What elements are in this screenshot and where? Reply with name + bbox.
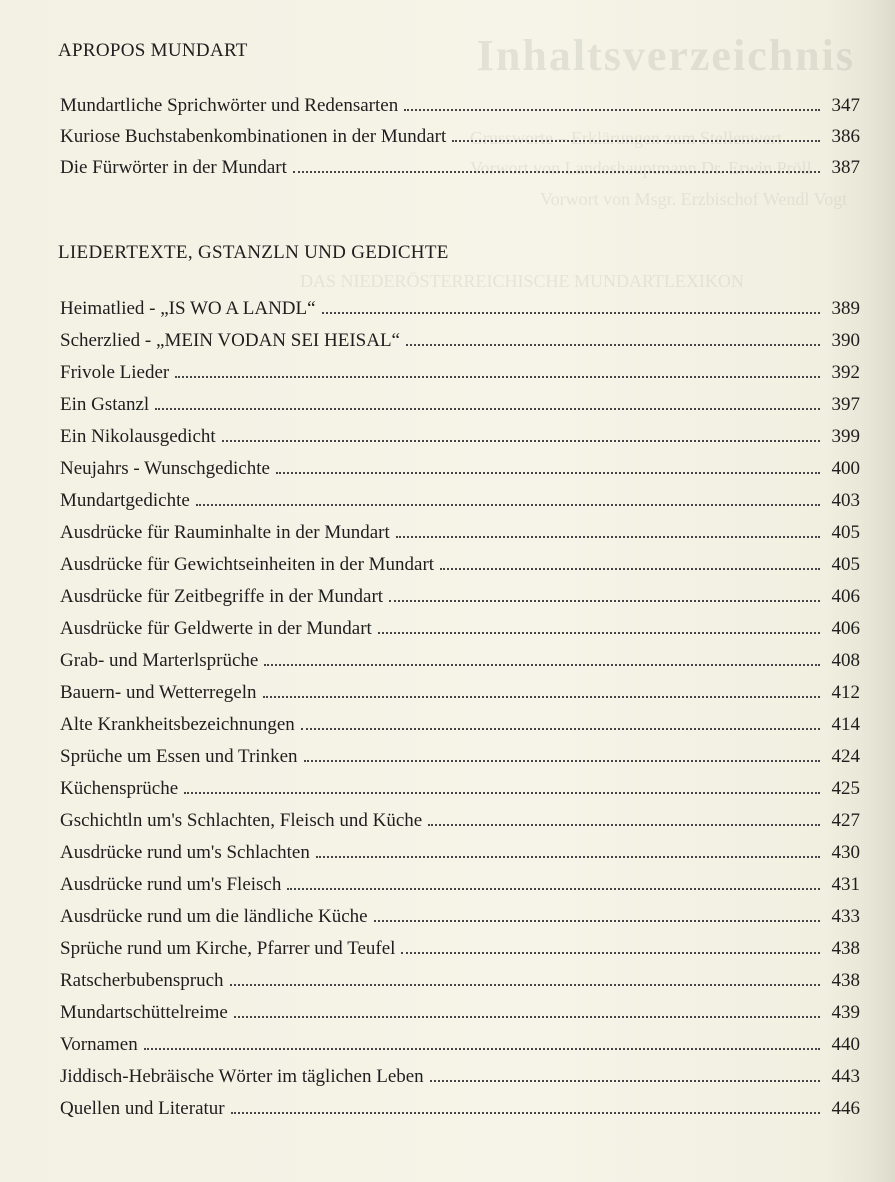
dot-leader [440,568,820,570]
dot-leader [222,440,820,442]
toc-entry-title: Scherzlied - „MEIN VODAN SEI HEISAL“ [60,330,400,351]
toc-entry-title: Mundartliche Sprichwörter und Redensarten [60,95,399,116]
dot-leader [404,109,820,111]
toc-entry-page: 403 [831,490,860,511]
toc-entry [60,738,860,768]
toc-entry [60,802,860,832]
toc-entry-page: 412 [831,682,860,703]
dot-leader [396,536,820,538]
toc-entry-page: 406 [831,586,860,607]
toc-entry-title: Ausdrücke rund um's Fleisch [60,874,282,895]
toc-entry-page: 397 [831,394,860,415]
toc-entry [60,418,860,448]
toc-entry-title: Gschichtln um's Schlachten, Fleisch und Küche [60,810,423,831]
dot-leader [276,472,820,474]
dot-leader [184,792,820,794]
toc-entry [60,834,860,864]
dot-leader [374,920,820,922]
dot-leader [196,504,820,506]
dot-leader [263,696,821,698]
toc-entry [60,770,860,800]
dot-leader [452,140,820,142]
toc-entry-title: Mundartschüttelreime [60,1002,228,1023]
toc-entry-page: 389 [831,298,860,319]
dot-leader [231,1112,820,1114]
toc-entry-page: 400 [831,458,860,479]
toc-entry [60,578,860,608]
toc-entry-title: Sprüche um Essen und Trinken [60,746,298,767]
toc-entry-title: Ausdrücke für Zeitbegriffe in der Mundart [60,586,384,607]
toc-entry [60,674,860,704]
toc-entry-title: Ausdrücke für Rauminhalte in der Mundart [60,522,390,543]
toc-entry-page: 430 [831,842,860,863]
toc-entry-page: 390 [831,330,860,351]
dot-leader [301,728,820,730]
bleed-through-line: DAS NIEDERÖSTERREICHISCHE MUNDARTLEXIKON [300,271,744,291]
toc-entry-page: 405 [831,522,860,543]
toc-entry [60,149,860,179]
toc-entry [60,450,860,480]
toc-entry-title: Frivole Lieder [60,362,170,383]
toc-entry-title: Küchensprüche [60,778,179,799]
bleed-through-title: Inhaltsverzeichnis [476,31,855,80]
toc-entry [60,866,860,896]
toc-entry [60,87,860,117]
toc-entry-title: Alte Krankheitsbezeichnungen [60,714,295,735]
toc-entry-page: 440 [831,1034,860,1055]
toc-entry [60,118,860,148]
toc-entry-title: Ein Gstanzl [60,394,150,415]
toc-entry-title: Ausdrücke für Gewichtseinheiten in der Mundart [60,554,435,575]
toc-entry-title: Sprüche rund um Kirche, Pfarrer und Teufel [60,938,396,959]
toc-entry [60,482,860,512]
toc-entry [60,386,860,416]
toc-entry [60,930,860,960]
toc-entry-title: Ausdrücke rund um die ländliche Küche [60,906,368,927]
toc-entry-page: 408 [831,650,860,671]
toc-entry-page: 431 [831,874,860,895]
toc-entry-title: Kuriose Buchstabenkombinationen in der Mundart [60,126,447,147]
toc-entry [60,706,860,736]
dot-leader [287,888,820,890]
toc-entry-title: Ein Nikolausgedicht [60,426,216,447]
bleed-through-line: Vorwort von Landeshauptmann Dr. Erwin Pröll [470,158,812,178]
toc-entry [60,1026,860,1056]
toc-entry [60,642,860,672]
toc-entry [60,514,860,544]
bleed-through-line: Grussworte – Erklärungen zum Stellenwert [470,128,782,148]
toc-entry-title: Ratscherbubenspruch [60,970,224,991]
toc-entry-title: Ausdrücke für Geldwerte in der Mundart [60,618,372,639]
dot-leader [406,344,820,346]
toc-entry [60,322,860,352]
bleed-through-line: Vorwort von Msgr. Erzbischof Wendl Vogt [540,189,848,209]
toc-entry-page: 424 [831,746,860,767]
toc-entry [60,898,860,928]
dot-leader [322,312,820,314]
toc-entry-title: Ausdrücke rund um's Schlachten [60,842,310,863]
toc-entry-title: Grab- und Marterlsprüche [60,650,259,671]
toc-entry-page: 387 [831,157,860,178]
dot-leader [293,171,820,173]
toc-entry [60,1090,860,1120]
dot-leader [175,376,820,378]
toc-entry-page: 405 [831,554,860,575]
toc-entry [60,354,860,384]
section-heading: LIEDERTEXTE, GSTANZLN UND GEDICHTE [58,242,449,263]
toc-entry-page: 425 [831,778,860,799]
toc-entry-page: 386 [831,126,860,147]
toc-entry-page: 399 [831,426,860,447]
dot-leader [264,664,820,666]
toc-entry-page: 427 [831,810,860,831]
section-heading: APROPOS MUNDART [58,40,248,61]
dot-leader [378,632,820,634]
toc-entry [60,962,860,992]
toc-entry [60,546,860,576]
toc-entry-title: Quellen und Literatur [60,1098,225,1119]
toc-entry [60,1058,860,1088]
dot-leader [144,1048,820,1050]
toc-entry-page: 439 [831,1002,860,1023]
dot-leader [304,760,821,762]
dot-leader [230,984,820,986]
toc-entry-title: Neujahrs - Wunschgedichte [60,458,270,479]
toc-entry-title: Heimatlied - „IS WO A LANDL“ [60,298,316,319]
dot-leader [155,408,820,410]
toc-entry [60,610,860,640]
toc-entry-page: 392 [831,362,860,383]
dot-leader [428,824,820,826]
dot-leader [316,856,820,858]
toc-entry [60,994,860,1024]
toc-entry-title: Die Fürwörter in der Mundart [60,157,287,178]
toc-entry-page: 433 [831,906,860,927]
toc-entry-page: 347 [831,95,860,116]
dot-leader [389,600,820,602]
dot-leader [401,952,820,954]
toc-entry-title: Jiddisch-Hebräische Wörter im täglichen Leben [60,1066,424,1087]
dot-leader [430,1080,820,1082]
toc-entry-page: 414 [831,714,860,735]
toc-entry-title: Mundartgedichte [60,490,190,511]
toc-entry-page: 438 [831,970,860,991]
toc-entry-title: Vornamen [60,1034,138,1055]
toc-entry-title: Bauern- und Wetterregeln [60,682,257,703]
toc-entry-page: 438 [831,938,860,959]
toc-entry-page: 446 [831,1098,860,1119]
toc-entry-page: 406 [831,618,860,639]
toc-entry [60,290,860,320]
toc-entry-page: 443 [831,1066,860,1087]
dot-leader [234,1016,820,1018]
